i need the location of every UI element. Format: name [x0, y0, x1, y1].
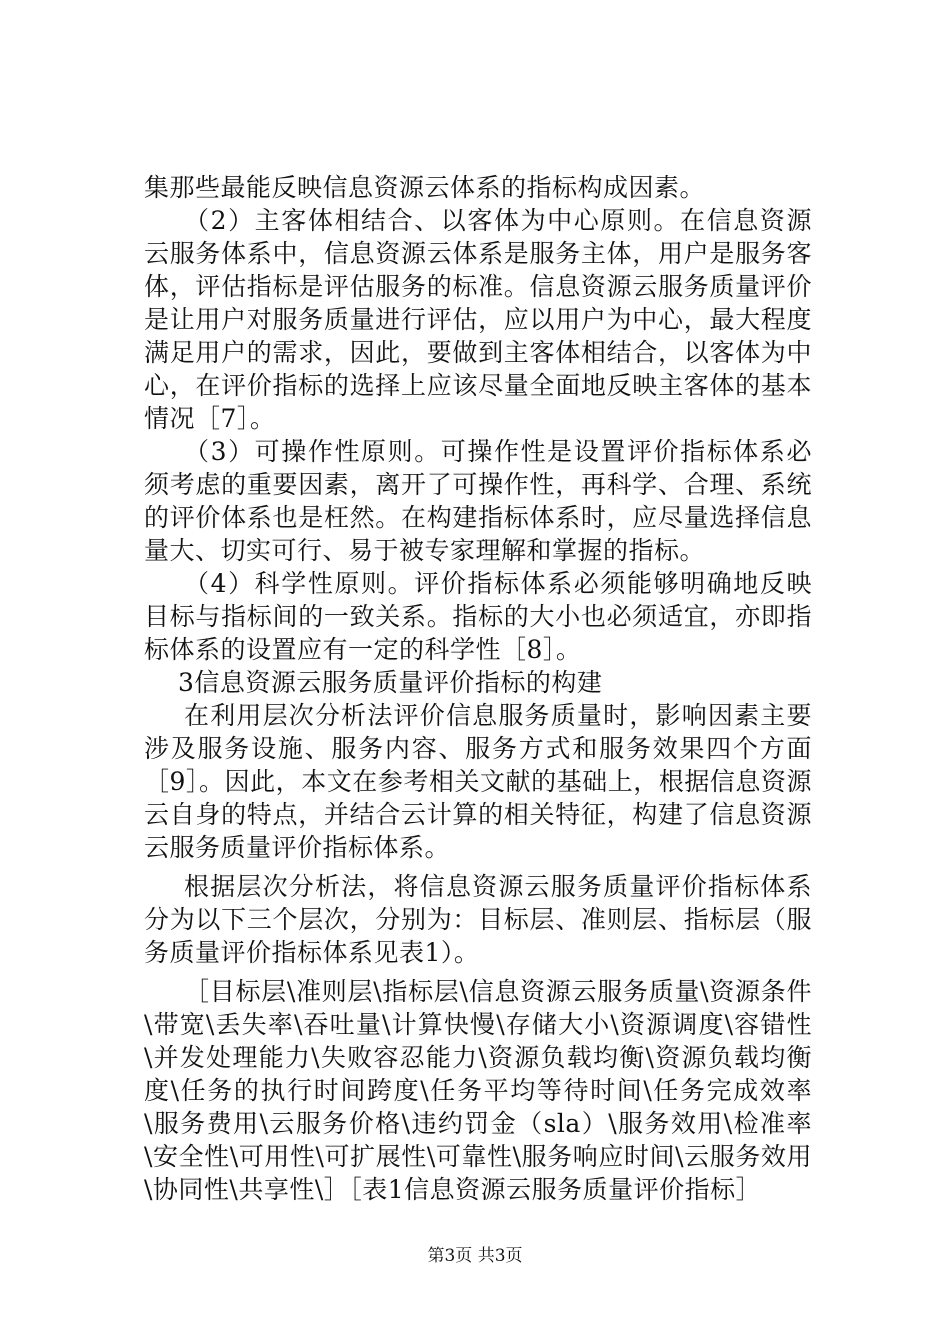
- paragraph-ahp-intro: 在利用层次分析法评价信息服务质量时，影响因素主要涉及服务设施、服务内容、服务方式和服务效果四个方面［9］。因此，本文在参考相关文献的基础上，根据信息资源云自身的特点，并结合云计算的相关特征，构建了信息资源云服务质量评价指标体系。: [144, 701, 812, 862]
- paragraph-continuation: 集那些最能反映信息资源云体系的指标构成因素。: [144, 173, 706, 202]
- page-footer: 第3页 共3页: [427, 1246, 523, 1266]
- paragraph-table-content: ［目标层\准则层\指标层\信息资源云服务质量\资源条件\带宽\丢失率\吞吐量\计算快慢\存储大小\资源调度\容错性\并发处理能力\失败容忍能力\资源负载均衡\资源负载均衡度\任务的执行时间跨度\任务平均等待时间\任务完成效率\服务费用\云服务价格\违约罚金（sla）\服务效用\检准率\安全性\可用性\可扩展性\可靠性\服务响应时间\云服务效用\协同性\共享性\］［表1信息资源云服务质量评价指标］: [144, 977, 812, 1204]
- paragraph-principle-4: （4）科学性原则。评价指标体系必须能够明确地反映目标与指标间的一致关系。指标的大小也必须适宜，亦即指标体系的设置应有一定的科学性［8］。: [144, 569, 812, 664]
- paragraph-layers: 根据层次分析法，将信息资源云服务质量评价指标体系分为以下三个层次，分别为：目标层、准则层、指标层（服务质量评价指标体系见表1）。: [144, 872, 812, 967]
- document-body: [144, 171, 812, 1206]
- paragraph-principle-3: （3）可操作性原则。可操作性是设置评价指标体系必须考虑的重要因素，离开了可操作性，再科学、合理、系统的评价体系也是枉然。在构建指标体系时，应尽量选择信息量大、切实可行、易于被专家理解和掌握的指标。: [144, 437, 812, 565]
- paragraph-principle-2: （2）主客体相结合、以客体为中心原则。在信息资源云服务体系中，信息资源云体系是服务主体，用户是服务客体，评估指标是评估服务的标准。信息资源云服务质量评价是让用户对服务质量进行评估，应以用户为中心，最大程度满足用户的需求，因此，要做到主客体相结合，以客体为中心，在评价指标的选择上应该尽量全面地反映主客体的基本情况［7］。: [144, 206, 812, 433]
- section-heading: 3信息资源云服务质量评价指标的构建: [178, 668, 603, 697]
